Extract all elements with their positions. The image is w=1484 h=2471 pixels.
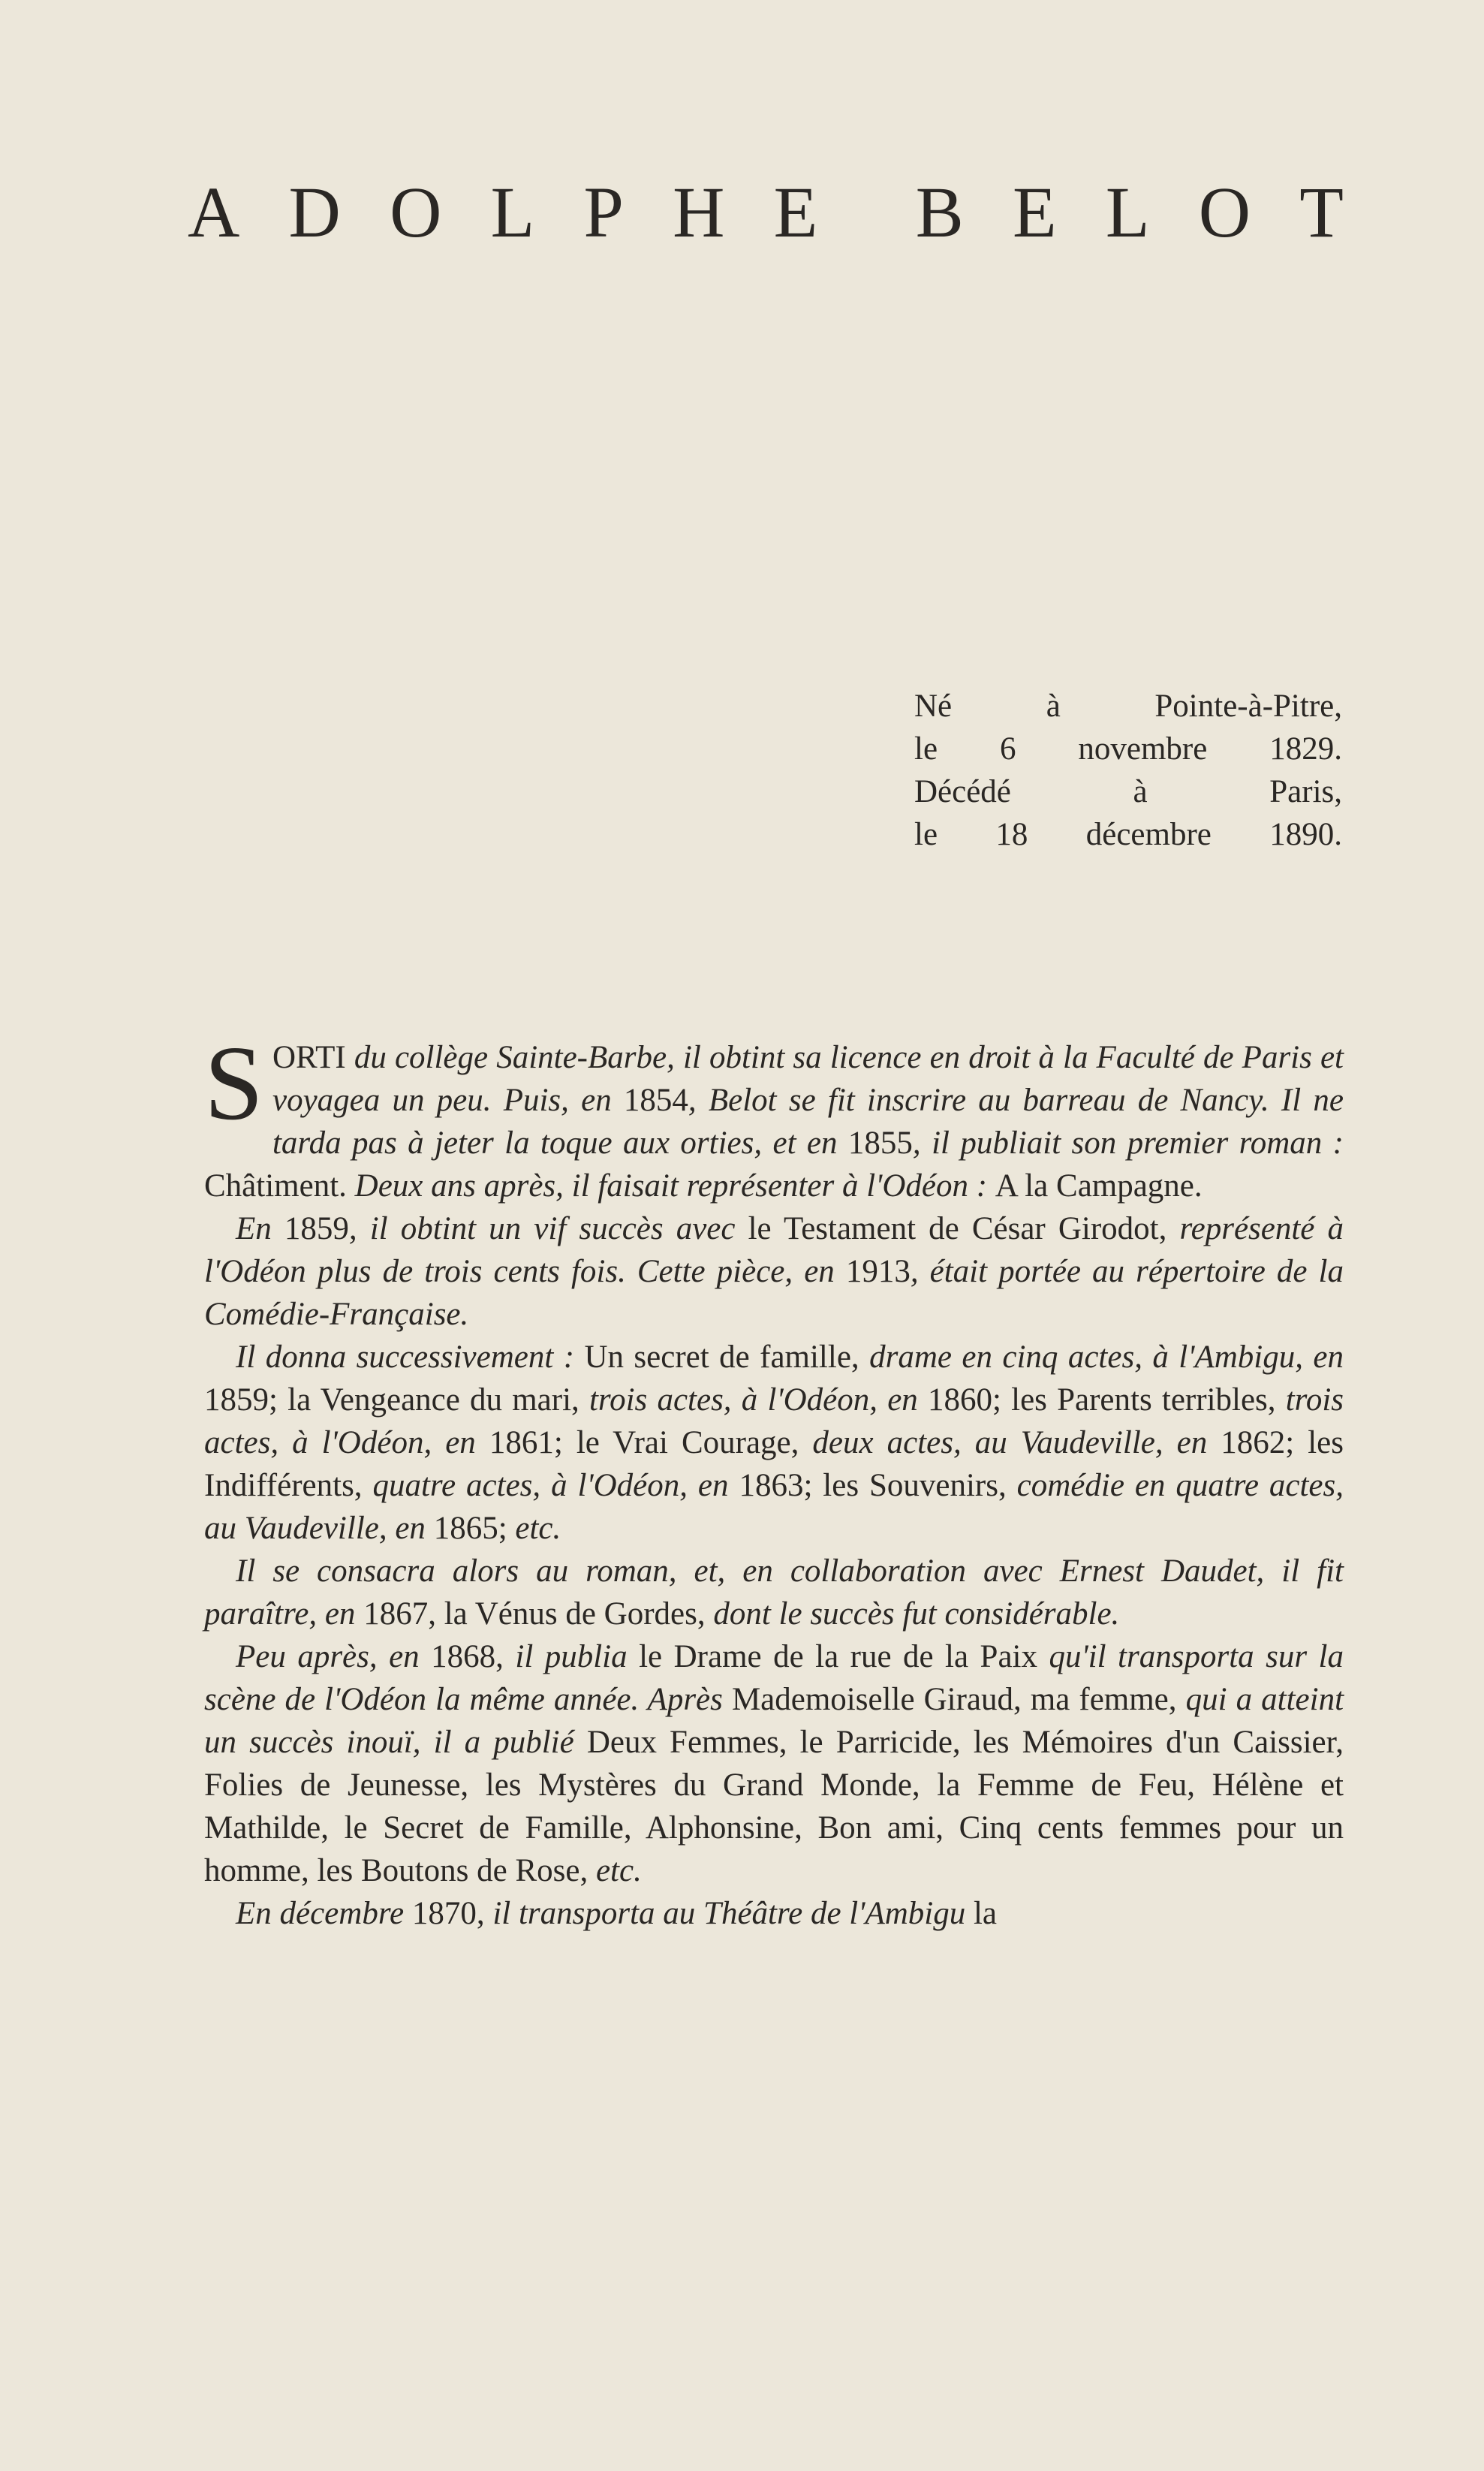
- text-run: Peu après, en: [236, 1639, 432, 1674]
- text-run: du collège Sainte-Barbe, il obtint sa licence en droit à la Faculté de Paris et voyagea un peu. Puis, en: [272, 1040, 1344, 1118]
- text-run: A la Campagne.: [995, 1168, 1203, 1204]
- text-run: représenté à l'Odéon plus de trois cents fois. Cette pièce, en: [204, 1211, 1344, 1289]
- text-run: , était portée au répertoire de la Comédie-Française.: [204, 1254, 1344, 1332]
- date-line: [914, 813, 1342, 856]
- text-run: drame en cinq actes, à l'Ambigu, en: [859, 1339, 1344, 1375]
- text-run: Mademoiselle Giraud, ma femme,: [731, 1682, 1177, 1717]
- text-run: qu'il transporta sur la scène de l'Odéon la même année. Après: [204, 1639, 1344, 1717]
- text-run: ORTI: [272, 1040, 346, 1075]
- text-run: la: [973, 1896, 998, 1931]
- text-run: En décembre: [236, 1896, 412, 1931]
- text-run: Châtiment.: [204, 1168, 347, 1204]
- text-run: Deux Femmes, le Parricide, les Mémoires d'un Caissier, Folies de Jeunesse, les Mystères du Grand Monde, la Femme de Feu, Hélène et Mathilde, le Secret de Famille, Alphonsine, Bon ami, Cinq cents femmes pour un homme, les Boutons de Rose,: [204, 1725, 1344, 1888]
- date-line: [914, 685, 1342, 728]
- title-letter: P: [583, 172, 624, 252]
- text-run: , il obtint un vif succès avec: [348, 1211, 748, 1246]
- date-word: Né: [914, 689, 953, 724]
- text-run: deux actes, au Vaudeville, en: [799, 1425, 1221, 1460]
- date-word: le: [914, 731, 938, 767]
- paragraph: [204, 1336, 1344, 1550]
- title-letter: D: [288, 172, 341, 252]
- date-word: 1829.: [1269, 731, 1342, 767]
- text-run: Il se consacra alors au roman, et, en collaboration avec Ernest Daudet, il fit paraître, en: [204, 1553, 1344, 1632]
- date-word: le: [914, 817, 938, 852]
- date-word: Paris,: [1269, 774, 1342, 809]
- drop-cap: S: [204, 1023, 263, 1142]
- text-run: 1867, la Vénus de Gordes,: [363, 1596, 706, 1632]
- text-run: Un secret de famille,: [584, 1339, 859, 1375]
- text-run: dont le succès fut considérable.: [705, 1596, 1120, 1632]
- title-letter: O: [390, 172, 442, 252]
- biography-text: [204, 1023, 1344, 1935]
- text-run: 1859: [284, 1211, 349, 1246]
- title-letter: T: [1299, 172, 1344, 252]
- date-word: novembre: [1078, 731, 1208, 767]
- date-word: 6: [999, 731, 1016, 767]
- paragraph: [204, 1207, 1344, 1336]
- text-run: trois actes, à l'Odéon, en: [204, 1382, 1344, 1460]
- date-word: 18: [995, 817, 1028, 852]
- date-word: 1890.: [1269, 817, 1342, 852]
- title-letter: E: [773, 172, 818, 252]
- text-run: , Belot se fit inscrire au barreau de Nancy. Il ne tarda pas à jeter la toque aux orties, et en: [272, 1083, 1344, 1161]
- text-run: 1859; la Vengeance du mari,: [204, 1382, 579, 1418]
- text-run: En: [236, 1211, 284, 1246]
- text-run: 1862; les Indifférents,: [204, 1425, 1344, 1503]
- date-word: à: [1133, 774, 1148, 809]
- text-run: le Testament de César Girodot,: [748, 1211, 1167, 1246]
- title-letter: O: [1198, 172, 1251, 252]
- text-run: 1855: [847, 1126, 913, 1161]
- text-run: il transporta au Théâtre de l'Ambigu: [484, 1896, 974, 1931]
- birth-death-dates: [914, 685, 1342, 856]
- date-word: décembre: [1085, 817, 1212, 852]
- text-run: il publia: [503, 1639, 640, 1674]
- text-run: etc.: [588, 1853, 642, 1888]
- text-run: 1861; le Vrai Courage,: [489, 1425, 799, 1460]
- date-word: à: [1046, 689, 1061, 724]
- text-run: comédie en quatre actes, au Vaudeville, en: [204, 1468, 1344, 1546]
- title-letter: H: [673, 172, 725, 252]
- title-letter: L: [490, 172, 535, 252]
- date-line: [914, 770, 1342, 813]
- paragraph: [204, 1892, 1344, 1935]
- title-letter: A: [188, 172, 240, 252]
- title-letter: L: [1105, 172, 1150, 252]
- title-letter: E: [1012, 172, 1057, 252]
- text-run: 1870,: [411, 1896, 485, 1931]
- text-run: 1860; les Parents terribles,: [927, 1382, 1276, 1418]
- page-title: [188, 171, 1344, 254]
- date-word: Pointe-à-Pitre,: [1154, 689, 1342, 724]
- text-run: 1863; les Souvenirs,: [739, 1468, 1007, 1503]
- date-word: Décédé: [914, 774, 1011, 809]
- text-run: 1913: [845, 1254, 911, 1289]
- text-run: quatre actes, à l'Odéon, en: [362, 1468, 739, 1503]
- text-run: 1868,: [431, 1639, 504, 1674]
- text-run: etc.: [507, 1511, 561, 1546]
- paragraph: [204, 1635, 1344, 1892]
- paragraph: [204, 1550, 1344, 1635]
- paragraph: [204, 1023, 1344, 1207]
- text-run: 1865;: [433, 1511, 507, 1546]
- date-line: [914, 728, 1342, 770]
- title-letter: B: [915, 172, 964, 252]
- text-run: , il publiait son premier roman :: [912, 1126, 1344, 1161]
- text-run: 1854: [623, 1083, 688, 1118]
- text-run: qui a atteint un succès inouï, il a publié: [204, 1682, 1344, 1760]
- text-run: trois actes, à l'Odéon, en: [579, 1382, 928, 1418]
- text-run: Deux ans après, il faisait représenter à l'Odéon :: [346, 1168, 995, 1204]
- text-run: le Drame de la rue de la Paix: [639, 1639, 1038, 1674]
- text-run: Il donna successivement :: [236, 1339, 585, 1375]
